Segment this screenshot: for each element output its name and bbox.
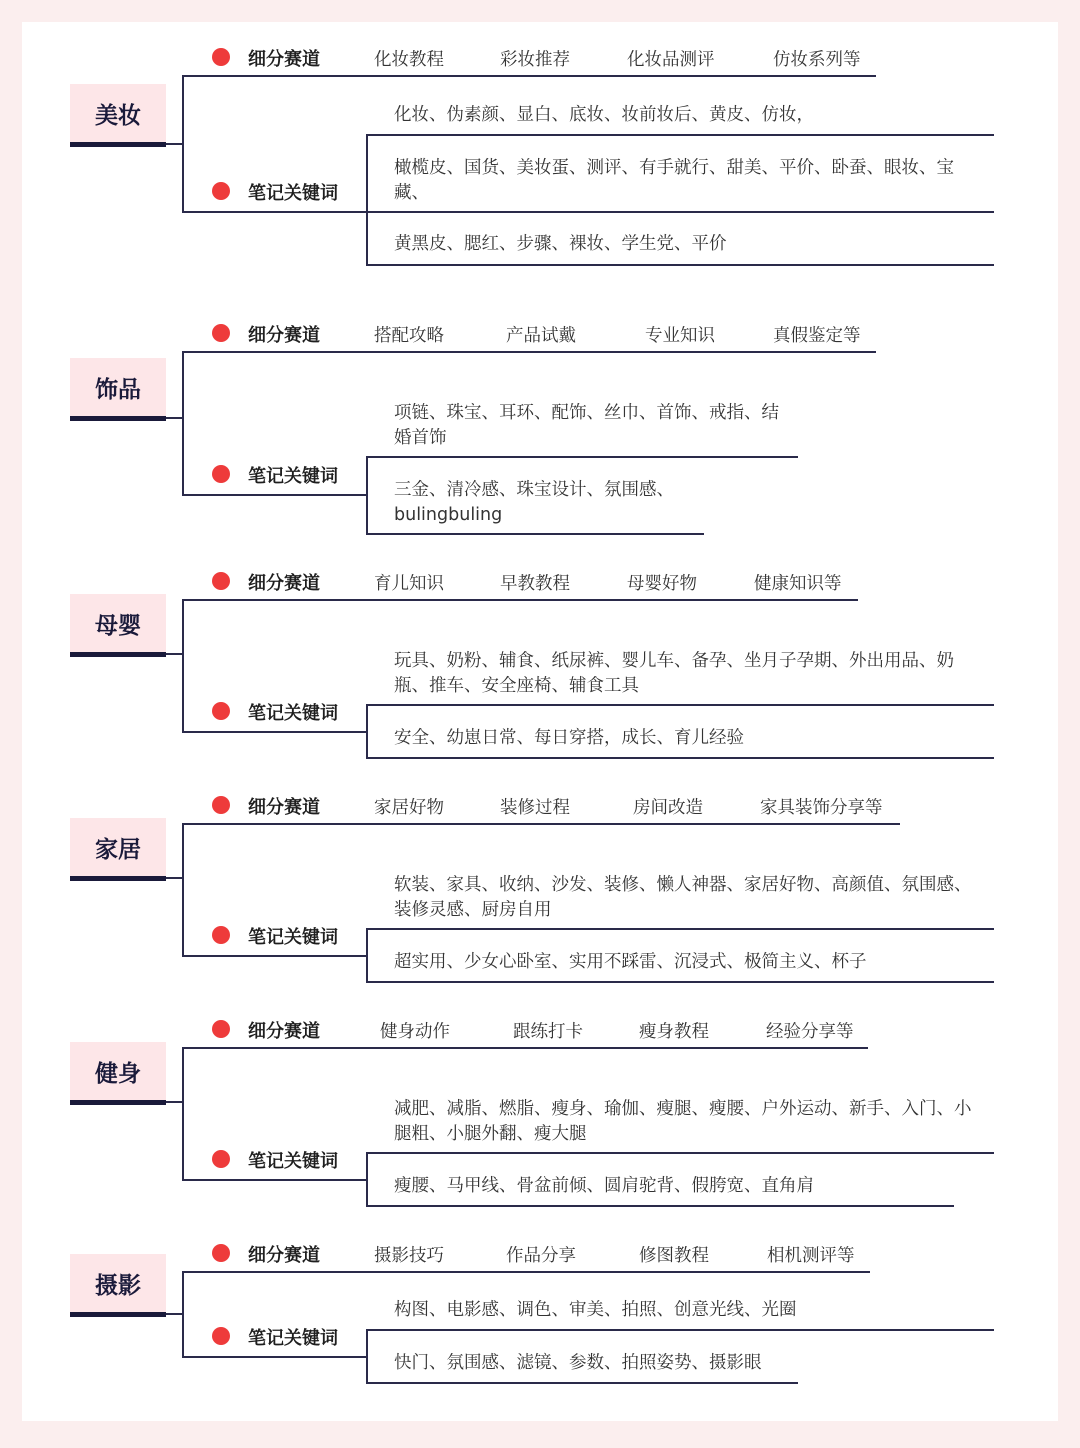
category-title: 母婴 <box>70 594 166 657</box>
keyword-row: 快门、氛围感、滤镜、参数、拍照姿势、摄影眼 <box>394 1353 762 1373</box>
section-home <box>22 770 1058 1000</box>
keywords-underline <box>182 1356 368 1358</box>
keyword-row: 黄黑皮、腮红、步骤、裸妆、学生党、平价 <box>394 234 727 254</box>
track-underline <box>182 351 876 353</box>
keywords-bullet-icon <box>212 1150 230 1168</box>
keywords-label: 笔记关键词 <box>248 183 338 204</box>
keywords-label: 笔记关键词 <box>248 703 338 724</box>
track-item: 彩妆推荐 <box>500 50 570 70</box>
track-label: 细分赛道 <box>248 573 320 594</box>
track-bullet-icon <box>212 48 230 66</box>
track-bullet-icon <box>212 1020 230 1038</box>
track-item: 装修过程 <box>500 798 570 818</box>
keyword-row: 项链、珠宝、耳环、配饰、丝巾、首饰、戒指、结婚首饰 <box>394 403 779 448</box>
track-item: 化妆教程 <box>374 50 444 70</box>
keywords-label: 笔记关键词 <box>248 927 338 948</box>
track-item: 搭配攻略 <box>374 326 444 346</box>
track-item: 瘦身教程 <box>639 1022 709 1042</box>
track-label: 细分赛道 <box>248 1021 320 1042</box>
track-item: 跟练打卡 <box>513 1022 583 1042</box>
mindmap-card <box>22 22 1058 1421</box>
keywords-label: 笔记关键词 <box>248 1151 338 1172</box>
track-item: 相机测评等 <box>767 1246 855 1266</box>
keywords-underline <box>182 211 368 213</box>
keyword-row: 橄榄皮、国货、美妆蛋、测评、有手就行、甜美、平价、卧蚕、眼妆、宝藏、 <box>394 158 954 203</box>
keywords-bullet-icon <box>212 702 230 720</box>
track-item: 家具装饰分享等 <box>760 798 883 818</box>
track-underline <box>182 1047 868 1049</box>
section-photography <box>22 1218 1058 1448</box>
track-item: 真假鉴定等 <box>773 326 861 346</box>
track-item: 健身动作 <box>380 1022 450 1042</box>
keywords-underline <box>182 494 368 496</box>
track-bullet-icon <box>212 796 230 814</box>
category-title: 摄影 <box>70 1254 166 1317</box>
track-label: 细分赛道 <box>248 1245 320 1266</box>
category-title: 家居 <box>70 818 166 881</box>
track-item: 经验分享等 <box>766 1022 854 1042</box>
track-item: 摄影技巧 <box>374 1246 444 1266</box>
track-underline <box>182 1271 870 1273</box>
track-item: 作品分享 <box>506 1246 576 1266</box>
track-bullet-icon <box>212 324 230 342</box>
track-item: 修图教程 <box>639 1246 709 1266</box>
keywords-label: 笔记关键词 <box>248 466 338 487</box>
track-item: 家居好物 <box>374 798 444 818</box>
keywords-bullet-icon <box>212 465 230 483</box>
keyword-row: 超实用、少女心卧室、实用不踩雷、沉浸式、极简主义、杯子 <box>394 952 867 972</box>
track-item: 专业知识 <box>645 326 715 346</box>
track-item: 早教教程 <box>500 574 570 594</box>
track-label: 细分赛道 <box>248 325 320 346</box>
section-beauty <box>22 22 1058 252</box>
keyword-row: 减肥、减脂、燃脂、瘦身、瑜伽、瘦腿、瘦腰、户外运动、新手、入门、小腿粗、小腿外翻、瘦大腿 <box>394 1099 972 1144</box>
keywords-bullet-icon <box>212 926 230 944</box>
keyword-row: 软装、家具、收纳、沙发、装修、懒人神器、家居好物、高颜值、氛围感、装修灵感、厨房自用 <box>394 875 972 920</box>
keyword-row: 三金、清冷感、珠宝设计、氛围感、bulingbuling <box>394 480 674 525</box>
track-item: 育儿知识 <box>374 574 444 594</box>
keywords-bullet-icon <box>212 182 230 200</box>
track-underline <box>182 75 876 77</box>
section-fitness <box>22 994 1058 1224</box>
track-item: 房间改造 <box>633 798 703 818</box>
keywords-underline <box>182 1179 368 1181</box>
keyword-row: 构图、电影感、调色、审美、拍照、创意光线、光圈 <box>394 1300 797 1320</box>
track-bullet-icon <box>212 1244 230 1262</box>
keyword-row: 瘦腰、马甲线、骨盆前倾、圆肩驼背、假胯宽、直角肩 <box>394 1176 814 1196</box>
track-label: 细分赛道 <box>248 797 320 818</box>
keywords-bullet-icon <box>212 1327 230 1345</box>
category-title: 健身 <box>70 1042 166 1105</box>
keywords-label: 笔记关键词 <box>248 1328 338 1349</box>
keyword-row: 安全、幼崽日常、每日穿搭，成长、育儿经验 <box>394 728 744 748</box>
keywords-underline <box>182 955 368 957</box>
track-underline <box>182 599 858 601</box>
category-title: 美妆 <box>70 84 166 147</box>
keyword-row: 化妆、伪素颜、显白、底妆、妆前妆后、黄皮、仿妆， <box>394 105 814 125</box>
keywords-underline <box>182 731 368 733</box>
track-label: 细分赛道 <box>248 49 320 70</box>
section-maternity <box>22 546 1058 776</box>
track-item: 化妆品测评 <box>627 50 715 70</box>
category-title: 饰品 <box>70 358 166 421</box>
track-bullet-icon <box>212 572 230 590</box>
track-underline <box>182 823 900 825</box>
track-item: 产品试戴 <box>506 326 576 346</box>
keyword-row: 玩具、奶粉、辅食、纸尿裤、婴儿车、备孕、坐月子孕期、外出用品、奶瓶、推车、安全座椅、辅食工具 <box>394 651 954 696</box>
track-item: 母婴好物 <box>627 574 697 594</box>
track-item: 仿妆系列等 <box>773 50 861 70</box>
section-accessories <box>22 298 1058 528</box>
track-item: 健康知识等 <box>754 574 842 594</box>
